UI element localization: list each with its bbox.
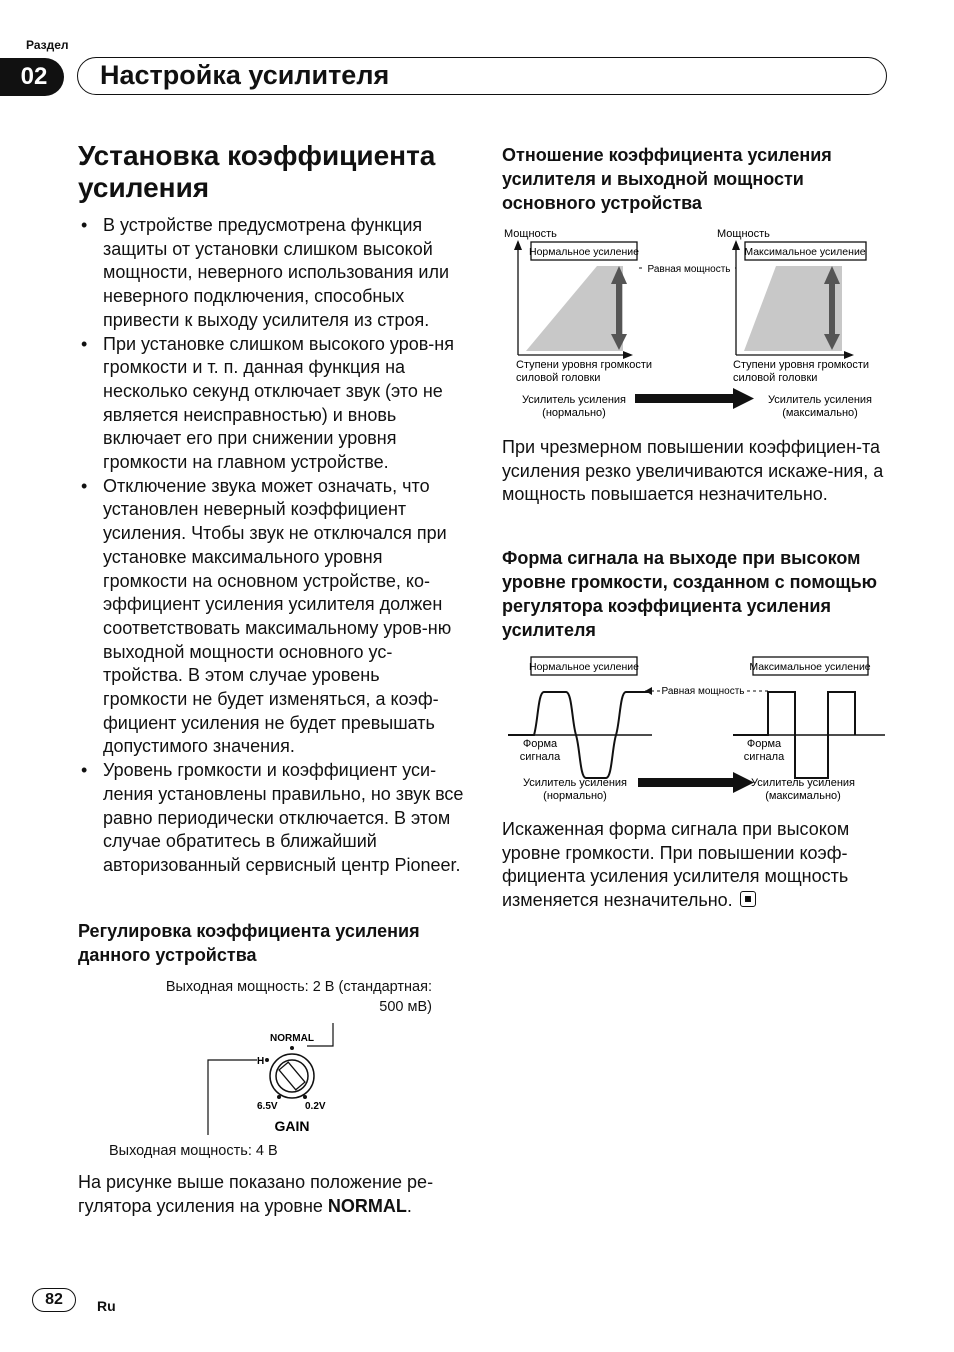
wave-max-gain-label: Максимальное усиление xyxy=(749,661,871,673)
page-number: 82 xyxy=(32,1288,76,1312)
waveform-paragraph xyxy=(502,818,892,913)
wave-signal-label-right-1: Форма xyxy=(746,738,782,750)
volume-steps-label-left-2: силовой головки xyxy=(516,372,601,384)
amp-normal-label-2: (нормально) xyxy=(542,407,606,419)
volume-steps-label-right-2: силовой головки xyxy=(733,372,818,384)
bullet-list xyxy=(78,214,468,878)
volume-steps-label-right-1: Ступени уровня громкости xyxy=(733,359,870,371)
wave-amp-normal-label-1: Усилитель усиления xyxy=(522,777,628,789)
section-label: Раздел xyxy=(26,38,69,52)
waveform-heading: Форма сигнала на выходе при высоком уровне громкости, созданном с помощью регулятора коэффициента усиления усилителя xyxy=(502,548,878,640)
distortion-paragraph: При чрезмерном повышении коэффициен-та усиления резко увеличиваются искаже-ния, а мощность повышается незначительно. xyxy=(502,437,884,505)
y-axis-arrow-right xyxy=(732,240,740,250)
gain-adjust-heading: Регулировка коэффициента усиления данного устройства xyxy=(78,921,420,965)
gain-power-diagram xyxy=(500,222,900,422)
wave-amp-max-label-2: (максимально) xyxy=(765,790,841,802)
max-dot xyxy=(303,1095,307,1099)
waveform-diagram xyxy=(500,652,900,807)
knob-caption-top-line1: Выходная мощность: 2 В (стандартная: xyxy=(165,979,432,995)
section-title: Настройка усилителя xyxy=(77,57,887,95)
list-item: • При установке слишком высокого уров-ня громкости и т. п. данная функция на несколько секунд отключает звук (это не является неисправностью) и вновь включает его при снижении уровня громкости на главном устройстве. xyxy=(78,333,468,475)
leader-line-bottom xyxy=(208,1060,257,1135)
equal-power-label: Равная мощность xyxy=(647,264,731,275)
y-axis-arrow-left xyxy=(514,240,522,250)
language-code: Ru xyxy=(97,1298,116,1314)
gain-power-heading: Отношение коэффициента усиления усилителя и выходной мощности основного устройства xyxy=(502,145,832,213)
power-axis-label-left: Мощность xyxy=(504,228,557,240)
wave-normal-gain-label: Нормальное усиление xyxy=(528,661,640,673)
h-dot xyxy=(265,1058,269,1062)
normal-gain-label: Нормальное усиление xyxy=(528,246,640,258)
x-axis-arrow-left xyxy=(623,351,633,359)
wave-amp-max-label-1: Усилитель усиления xyxy=(750,777,856,789)
x-axis-arrow-right xyxy=(844,351,854,359)
amp-normal-label-1: Усилитель усиления xyxy=(521,394,627,406)
knob-label-max: 0.2V xyxy=(305,1101,326,1112)
knob-caption-bottom: Выходная мощность: 4 В xyxy=(109,1143,278,1159)
list-item: • В устройстве предусмотрена функция защиты от установки слишком высокой мощности, неверного использования или неверного подключения, способных привести к выходу усилителя из строя. xyxy=(78,214,468,333)
end-of-section-icon xyxy=(740,891,756,907)
gain-knob-figure xyxy=(195,1020,345,1140)
knob-caption-top-line2: 500 мВ) xyxy=(379,999,432,1015)
wave-amp-arrow-shaft xyxy=(638,778,734,787)
wave-signal-label-right-2: сигнала xyxy=(743,751,785,763)
knob-description-bold: NORMAL xyxy=(327,1195,407,1216)
knob-label-min: 6.5V xyxy=(257,1101,278,1112)
normal-dot xyxy=(290,1046,294,1050)
power-axis-label-right: Мощность xyxy=(717,228,770,240)
volume-steps-label-left-1: Ступени уровня громкости xyxy=(516,359,653,371)
wave-signal-label-left-2: сигнала xyxy=(519,751,561,763)
knob-description xyxy=(78,1171,468,1218)
knob-description-end: . xyxy=(406,1195,412,1216)
min-dot xyxy=(277,1095,281,1099)
page-title: Установка коэффициента усиления xyxy=(78,140,436,203)
waveform-paragraph-text: Искаженная форма сигнала при высоком уровне громкости. При повышении коэф-фициента усиления усилителя мощность изменяется незначительно. xyxy=(502,819,850,911)
max-gain-label: Максимальное усиление xyxy=(744,246,866,258)
wave-equal-power-label: Равная мощность xyxy=(661,686,745,697)
knob-caption-top xyxy=(100,977,432,1017)
wave-amp-normal-label-2: (нормально) xyxy=(543,790,607,802)
amp-max-label-1: Усилитель усиления xyxy=(767,394,873,406)
amp-max-label-2: (максимально) xyxy=(782,407,858,419)
list-item: • Отключение звука может означать, что установлен неверный коэффициент усиления. Чтобы звук не отключался при установке максимального уровня громкости на основном устройстве, ко-эффициент усиления усилителя должен соответствовать максимальному уров-ню выходной мощности основного ус-тройства. В этом случае уровень громкости не будет изменяться, а коэф-фициент усиления не будет превышать допустимого значения. xyxy=(78,475,468,759)
amp-arrow-shaft xyxy=(635,394,734,403)
section-number-badge: 02 xyxy=(0,58,64,96)
list-item: • Уровень громкости и коэффициент уси-ления установлены правильно, но звук все равно периодически отключается. В этом случае обратитесь в ближайший авторизованный сервисный центр Pioneer. xyxy=(78,759,468,878)
knob-label-gain: GAIN xyxy=(274,1118,310,1134)
power-area-normal xyxy=(526,266,623,351)
wave-signal-label-left-1: Форма xyxy=(522,738,558,750)
amp-arrow-head xyxy=(733,388,754,409)
knob-label-normal: NORMAL xyxy=(270,1033,314,1044)
knob-description-text: На рисунке выше показано положение ре-гулятора усиления на уровне xyxy=(78,1172,434,1216)
knob-label-h: H xyxy=(257,1056,265,1067)
knob-dial[interactable] xyxy=(276,1060,308,1092)
